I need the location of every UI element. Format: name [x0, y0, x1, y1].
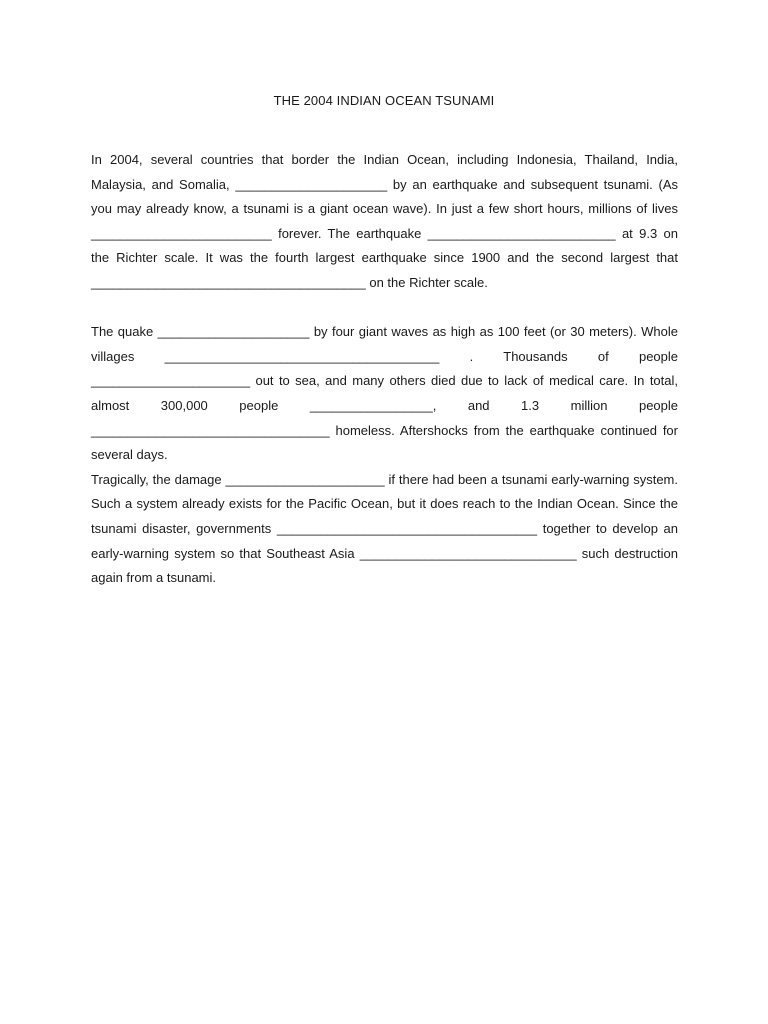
paragraph-1: In 2004, several countries that border the Indian Ocean, including Indonesia, Thailand, India, Malaysia, and Somalia, _____________________ by an earthquake and subsequent tsunami. (As you may already know, a tsunami is a giant ocean wave). In just a few short hours, millions of lives _________________________ forever. The earthquake __________________________ at 9.3 on the Richter scale. It was the fourth largest earthquake since 1900 and the second largest that ______________________________________ on the Richter scale. [91, 152, 678, 290]
paragraph-spacer [91, 296, 678, 321]
paragraph-3: Tragically, the damage ______________________ if there had been a tsunami early-warning system. Such a system already exists for the Pacific Ocean, but it does reach to the Indian Ocean. Since the tsunami disaster, governments ____________________________________ together to develop an early-warning system so that Southeast Asia ______________________________ such destruction again from a tsunami. [91, 471, 678, 586]
paragraph-2: The quake _____________________ by four giant waves as high as 100 feet (or 30 meters). Whole villages ______________________________________ . Thousands of people ______________________ out to sea, and many others died due to lack of medical care. In total, almost 300,000 people _________________, and 1.3 million people _________________________________ homeless. Aftershocks from the earthquake continued for several days. [91, 324, 678, 463]
document-title: THE 2004 INDIAN OCEAN TSUNAMI [273, 93, 495, 108]
document-body [91, 148, 678, 591]
